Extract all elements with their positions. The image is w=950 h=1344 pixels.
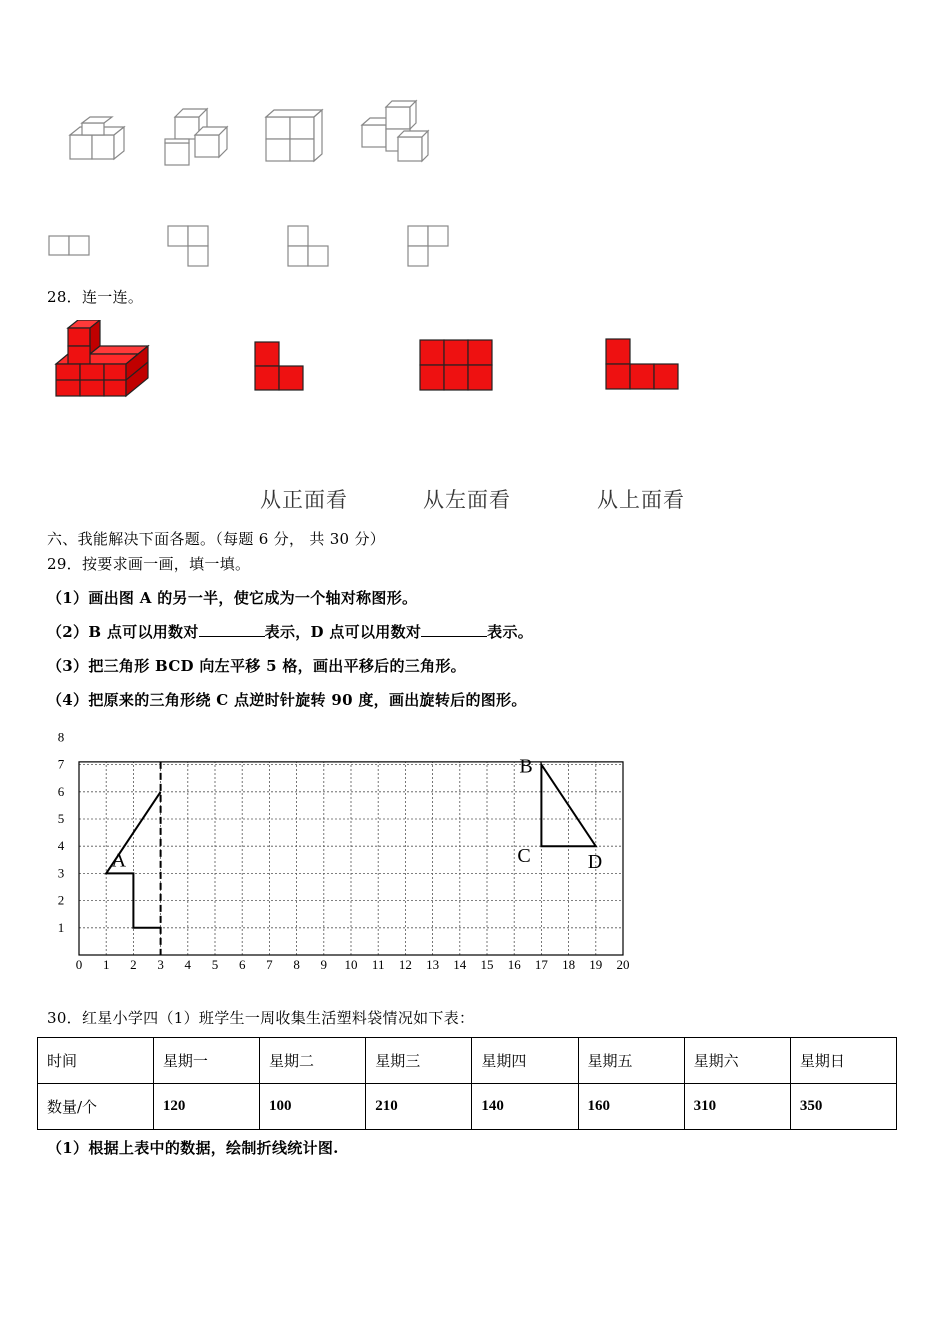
x-tick-label: 4 xyxy=(184,957,192,972)
table-value-cell: 310 xyxy=(684,1084,790,1130)
x-tick-label: 15 xyxy=(480,957,494,972)
q29-title: 29．按要求画一画，填一填。 xyxy=(47,555,251,573)
red-cube-solid xyxy=(50,320,160,405)
y-tick-label: 7 xyxy=(57,756,65,772)
solid-4 xyxy=(362,101,428,161)
q29-item-4: （4）把原来的三角形绕 C 点逆时针旋转 90 度，画出旋转后的图形。 xyxy=(47,691,527,709)
y-tick-label: 8 xyxy=(57,729,65,745)
q30-title: 30．红星小学四（1）班学生一周收集生活塑料袋情况如下表： xyxy=(47,1009,475,1027)
solid-3 xyxy=(266,110,322,161)
x-tick-label: 14 xyxy=(453,957,467,972)
x-tick-label: 13 xyxy=(426,957,440,972)
table-day-cell: 星期五 xyxy=(578,1038,684,1084)
x-tick-label: 1 xyxy=(102,957,110,972)
q29-item-2 xyxy=(47,621,533,642)
table-value-cell: 160 xyxy=(578,1084,684,1130)
x-tick-label: 8 xyxy=(293,957,300,972)
coordinate-grid xyxy=(40,725,650,980)
table-day-cell: 星期四 xyxy=(472,1038,578,1084)
q29-item-2-c: 表示。 xyxy=(487,623,534,641)
x-tick-label: 2 xyxy=(130,957,137,972)
y-tick-label: 4 xyxy=(57,838,65,854)
view-4 xyxy=(408,226,448,266)
x-tick-label: 12 xyxy=(398,957,412,972)
table-day-cell: 星期一 xyxy=(153,1038,259,1084)
q29-item-1: （1）画出图 A 的另一半，使它成为一个轴对称图形。 xyxy=(47,589,418,607)
answer-blank-d[interactable] xyxy=(421,624,487,637)
x-tick-label: 9 xyxy=(320,957,328,972)
x-tick-label: 0 xyxy=(75,957,83,972)
answer-blank-b[interactable] xyxy=(199,624,265,637)
x-tick-label: 16 xyxy=(507,957,521,972)
x-tick-label: 18 xyxy=(562,957,576,972)
label-left-view: 从左面看 xyxy=(423,488,511,512)
table-value-cell: 210 xyxy=(366,1084,472,1130)
label-top-view: 从上面看 xyxy=(597,488,685,512)
q29-item-2-a: （2）B 点可以用数对 xyxy=(47,623,199,641)
table-row-values xyxy=(38,1084,897,1130)
table-header-label: 时间 xyxy=(38,1038,154,1084)
x-tick-label: 20 xyxy=(616,957,630,972)
point-label-a: A xyxy=(111,849,127,872)
plastic-bag-table xyxy=(37,1037,897,1130)
table-row-label: 数量/个 xyxy=(38,1084,154,1130)
x-tick-label: 11 xyxy=(371,957,385,972)
x-tick-label: 19 xyxy=(589,957,603,972)
table-value-cell: 100 xyxy=(260,1084,366,1130)
q28-title: 28．连一连。 xyxy=(47,288,144,306)
q29-item-2-b: 表示，D 点可以用数对 xyxy=(264,623,422,641)
solid-2 xyxy=(165,109,227,165)
table-day-cell: 星期三 xyxy=(366,1038,472,1084)
table-day-cell: 星期二 xyxy=(260,1038,366,1084)
red-view-step xyxy=(604,337,682,392)
label-front-view: 从正面看 xyxy=(260,488,348,512)
y-tick-label: 2 xyxy=(57,892,65,908)
x-tick-label: 10 xyxy=(344,957,358,972)
x-tick-label: 17 xyxy=(534,957,548,972)
section6-heading: 六、我能解决下面各题。（每题 6 分， 共 30 分） xyxy=(47,530,386,548)
point-label-b: B xyxy=(519,755,533,778)
table-day-cell: 星期六 xyxy=(684,1038,790,1084)
cube-solids-row xyxy=(40,95,460,175)
y-tick-label: 1 xyxy=(57,919,65,935)
table-value-cell: 350 xyxy=(790,1084,896,1130)
view-2 xyxy=(168,226,208,266)
y-tick-label: 6 xyxy=(57,783,65,799)
point-label-d: D xyxy=(587,851,603,874)
red-view-l-shape xyxy=(253,340,307,394)
x-tick-label: 3 xyxy=(157,957,164,972)
red-view-rectangle xyxy=(418,338,496,393)
x-tick-label: 7 xyxy=(266,957,273,972)
table-value-cell: 140 xyxy=(472,1084,578,1130)
q30-sub-1: （1）根据上表中的数据，绘制折线统计图. xyxy=(47,1139,339,1157)
x-tick-label: 5 xyxy=(211,957,219,972)
y-tick-label: 3 xyxy=(57,865,65,881)
table-row-days xyxy=(38,1038,897,1084)
view-3 xyxy=(288,226,328,266)
view-1 xyxy=(49,236,89,255)
solid-1 xyxy=(70,117,124,159)
y-tick-label: 5 xyxy=(57,811,65,826)
q29-item-3: （3）把三角形 BCD 向左平移 5 格，画出平移后的三角形。 xyxy=(47,657,466,675)
x-tick-label: 6 xyxy=(238,957,246,972)
table-day-cell: 星期日 xyxy=(790,1038,896,1084)
table-value-cell: 120 xyxy=(153,1084,259,1130)
point-label-c: C xyxy=(517,845,531,868)
plane-views-row xyxy=(40,220,460,270)
